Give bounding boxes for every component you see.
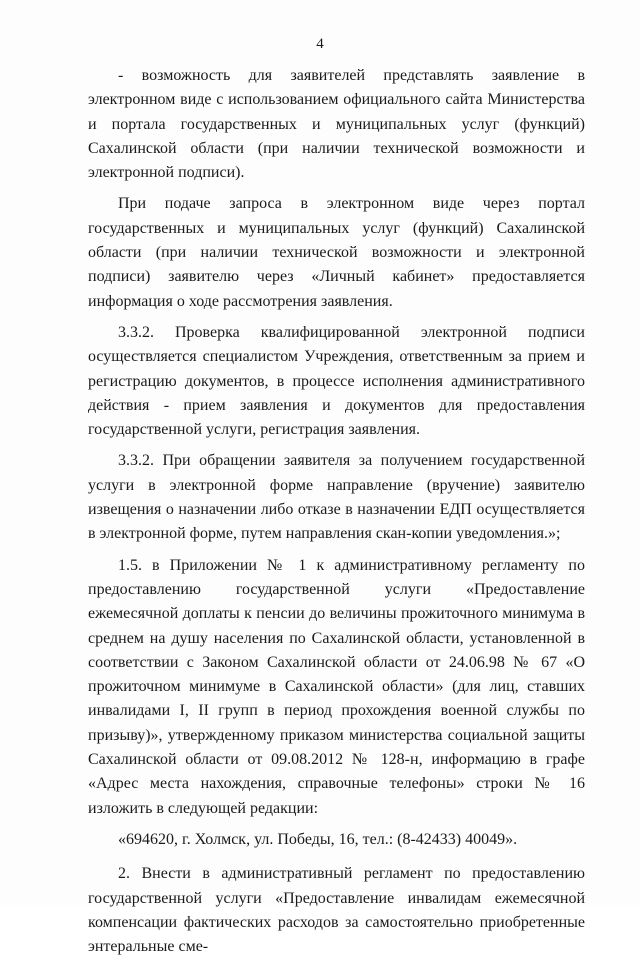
page-number: 4	[316, 36, 324, 52]
paragraph-notification: 3.3.2. При обращении заявителя за получением государственной услуги в электронной форме направление (вручение) заявителю извещения о назначении либо отказе в назначении ЕДП осуществляется в электронной форме, путем направления скан-копии уведомления.»;	[88, 452, 585, 543]
paragraph-regulation-amendment: 2. Внести в административный регламент по предоставлению государственной услуги «Предоставление инвалидам ежемесячной компенсации фактических расходов за самостоятельно приобретенные энтеральные сме-	[88, 865, 585, 956]
paragraph-signature-check: 3.3.2. Проверка квалифицированной электронной подписи осуществляется специалистом Учреждения, ответственным за прием и регистрацию документов, в процессе исполнения административного действия - прием заявления и документов для предоставления государственной услуги, регистрация заявления.	[88, 323, 585, 439]
paragraph-electronic-application: - возможность для заявителей представлять заявление в электронном виде с использованием официального сайта Министерства и портала государственных и муниципальных услуг (функций) Сахалинской области (при наличии технической возможности и электронной подписи).	[88, 67, 585, 182]
paragraph-address: «694620, г. Холмск, ул. Победы, 16, тел.: (8-42433) 40049».	[118, 830, 518, 848]
paragraph-personal-cabinet: При подаче запроса в электронном виде через портал государственных и муниципальных услуг (функций) Сахалинской области (при наличии технической возможности и электронной подписи) заявителю через «Личный кабинет» предоставляется информация о ходе рассмотрения заявления.	[88, 195, 585, 310]
document-body	[88, 64, 585, 966]
paragraph-appendix-amendment: 1.5. в Приложении № 1 к административному регламенту по предоставлению государственной услуги «Предоставление ежемесячной доплаты к пенсии до величины прожиточного минимума в среднем на душу населения по Сахалинской области, установленной в соответствии с Законом Сахалинской области от 24.06.98 № 67 «О прожиточном минимуме в Сахалинской области» (для лиц, ставших инвалидами I, II групп в период прохождения военной службы по призыву)», утвержденному приказом министерства социальной защиты Сахалинской области от 09.08.2012 № 128-н, информацию в графе «Адрес места нахождения, справочные телефоны» строки № 16 изложить в следующей редакции:	[88, 556, 585, 817]
